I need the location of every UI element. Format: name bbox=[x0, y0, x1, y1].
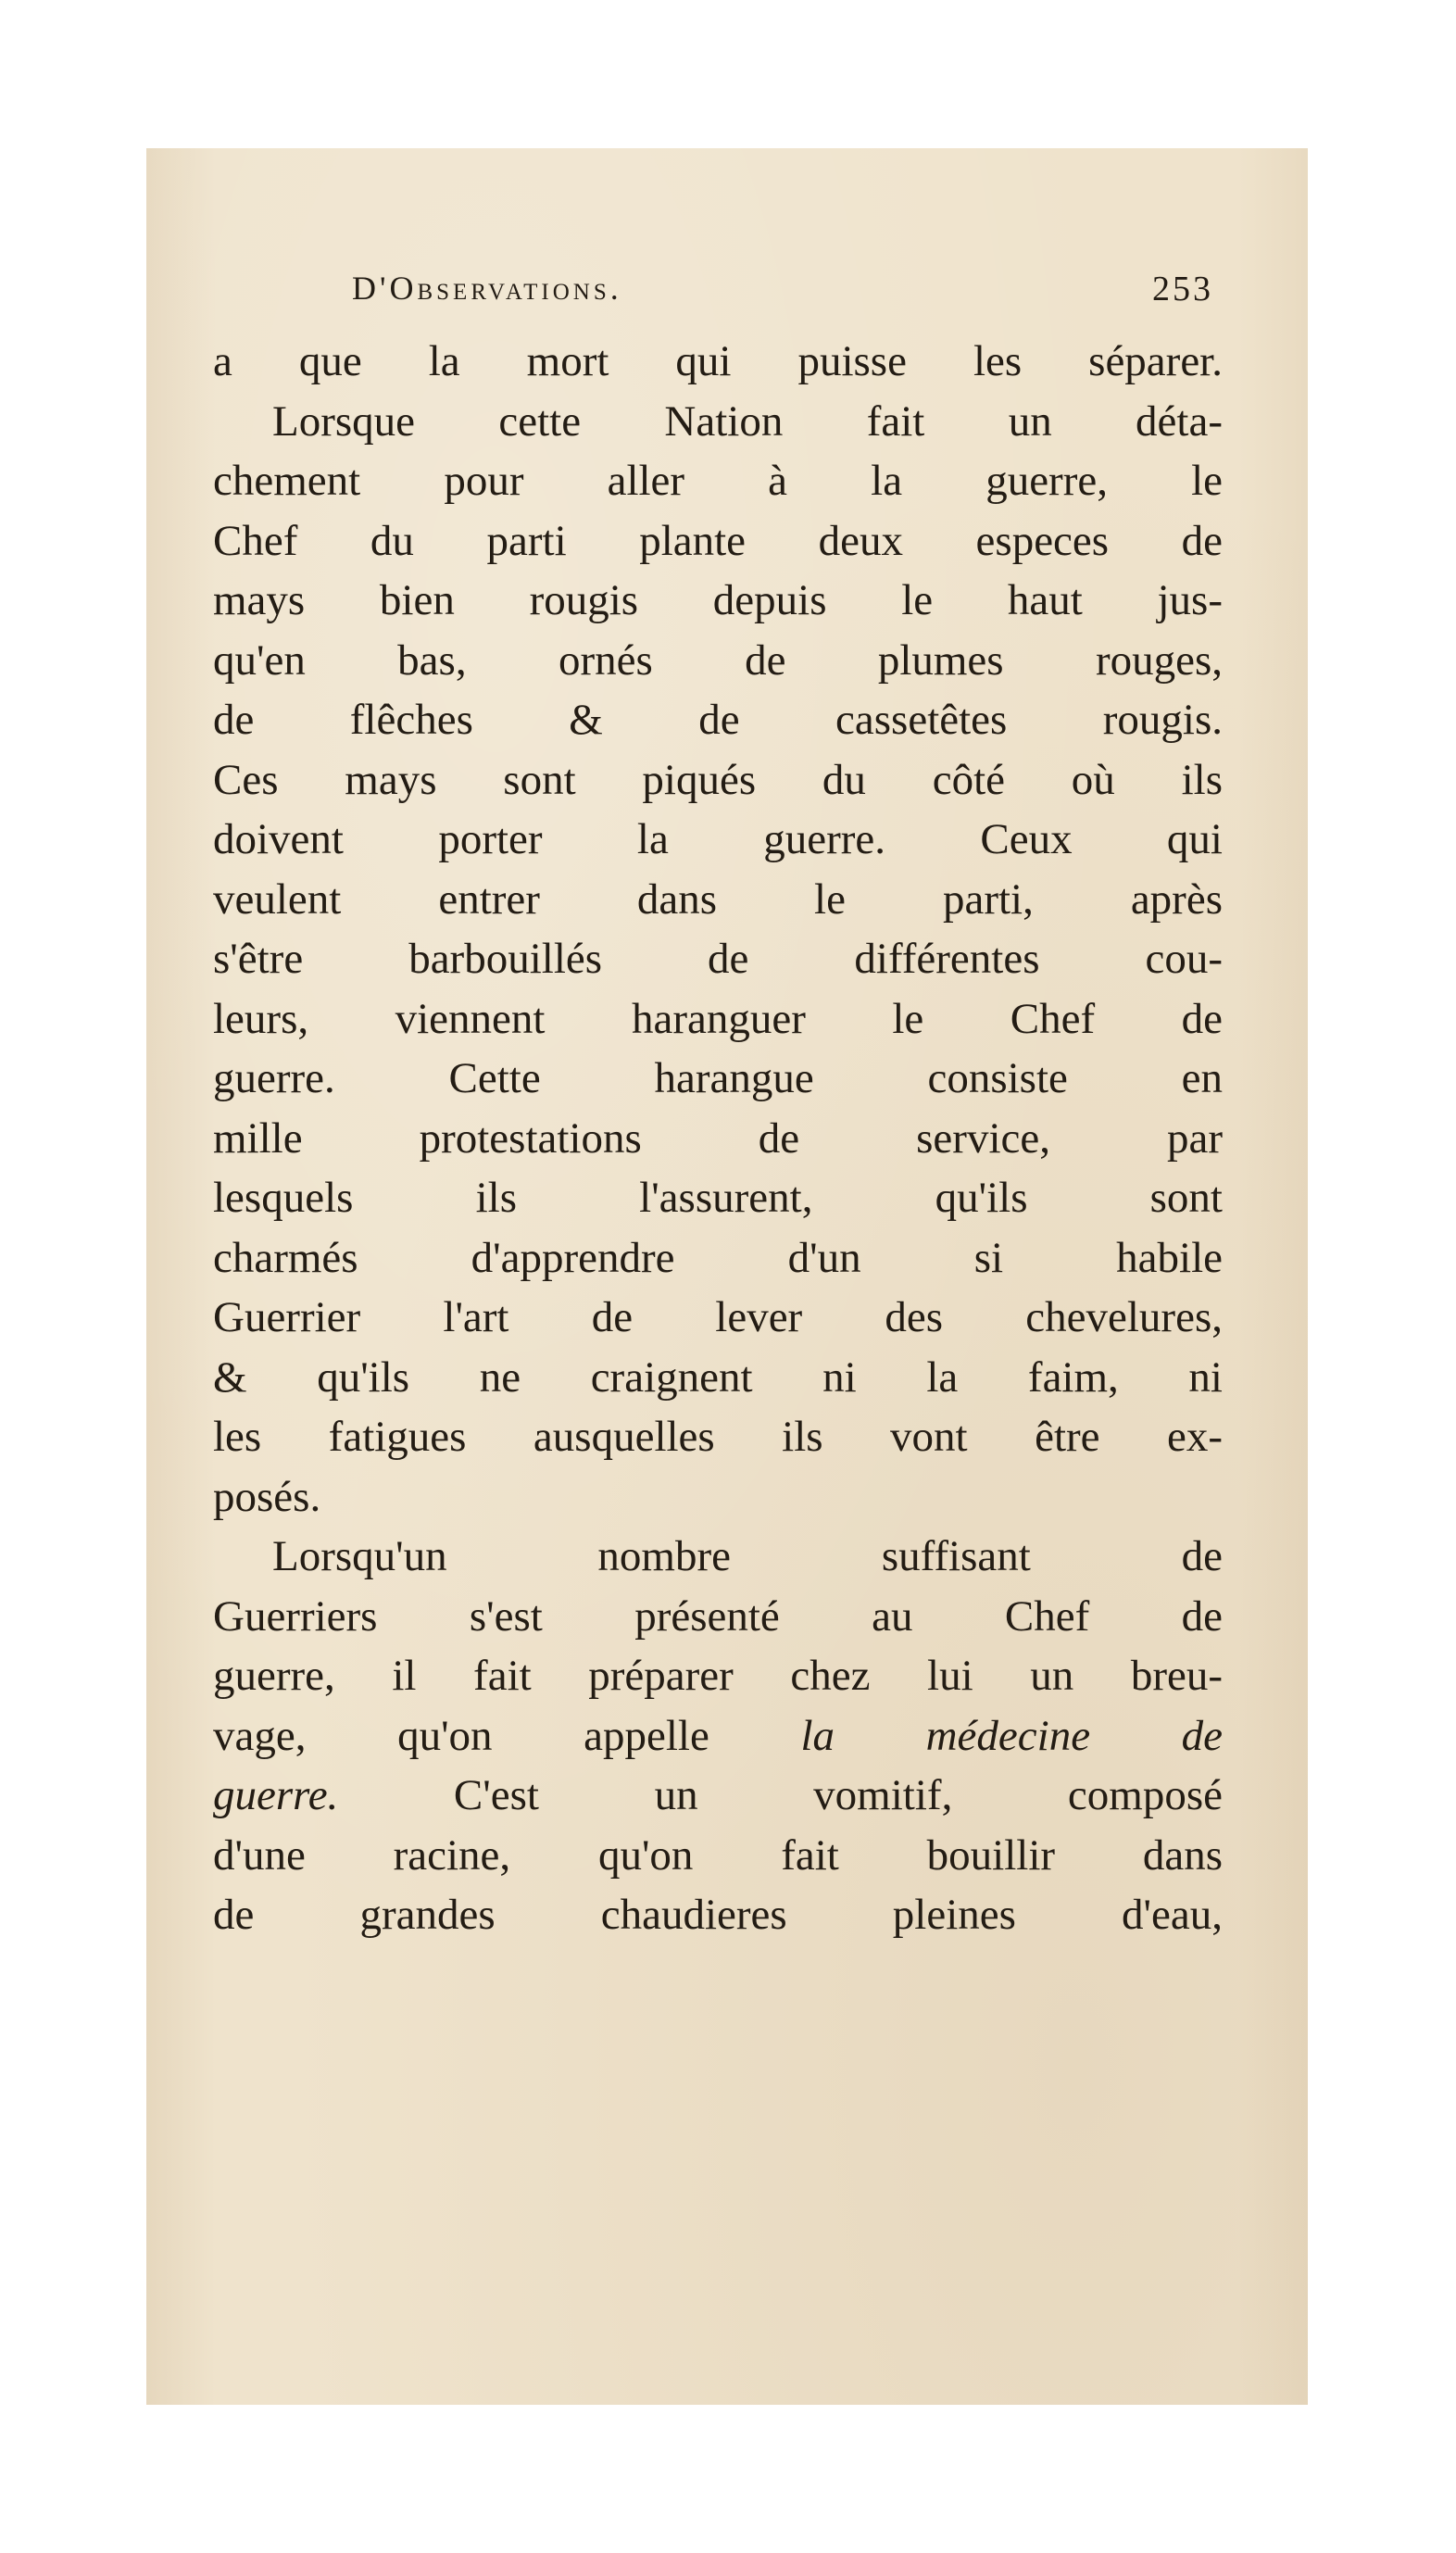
running-title: D'Observations. bbox=[352, 270, 622, 307]
line-text: Ces mays sont piqués du côté où ils bbox=[213, 755, 1223, 804]
book-page bbox=[146, 148, 1308, 2405]
text-line bbox=[213, 989, 1223, 1050]
line-text: guerre, il fait préparer chez lui un breu- bbox=[213, 1652, 1223, 1700]
line-text: leurs, viennent haranguer le Chef de bbox=[213, 994, 1223, 1043]
text-line bbox=[213, 1885, 1223, 1945]
text-line bbox=[213, 1348, 1223, 1408]
line-text: charmés d'apprendre d'un si habile bbox=[213, 1233, 1223, 1282]
line-text: de flêches & de cassetêtes rougis. bbox=[213, 696, 1223, 744]
line-text: Guerrier l'art de lever des chevelures, bbox=[213, 1293, 1223, 1341]
text-line bbox=[213, 1109, 1223, 1169]
text-line bbox=[213, 750, 1223, 811]
text-line bbox=[213, 810, 1223, 870]
text-line bbox=[213, 690, 1223, 750]
line-text: de grandes chaudieres pleines d'eau, bbox=[213, 1891, 1223, 1939]
italic-phrase: guerre. bbox=[213, 1771, 339, 1819]
line-text: qu'en bas, ornés de plumes rouges, bbox=[213, 635, 1223, 685]
line-text: Chef du parti plante deux especes de bbox=[213, 516, 1223, 565]
text-line bbox=[213, 451, 1223, 511]
line-text: mille protestations de service, par bbox=[213, 1113, 1223, 1163]
line-text: vage, qu'on appelle bbox=[213, 1711, 709, 1760]
page-text bbox=[213, 269, 1223, 1945]
line-text: Guerriers s'est présenté au Chef de bbox=[213, 1591, 1223, 1641]
text-line bbox=[213, 1826, 1223, 1886]
line-text: veulent entrer dans le parti, après bbox=[213, 874, 1223, 924]
text-line bbox=[213, 1467, 1223, 1528]
line-text: chement pour aller à la guerre, le bbox=[213, 457, 1223, 505]
text-line bbox=[213, 1706, 1223, 1767]
text-line bbox=[213, 392, 1223, 452]
text-line bbox=[213, 1049, 1223, 1109]
line-text: Lorsque cette Nation fait un déta- bbox=[272, 396, 1223, 446]
text-line bbox=[213, 1587, 1223, 1647]
line-text: lesquels ils l'assurent, qu'ils sont bbox=[213, 1174, 1223, 1222]
line-text: les fatigues ausquelles ils vont être ex- bbox=[213, 1413, 1223, 1461]
line-text: mays bien rougis depuis le haut jus- bbox=[213, 576, 1223, 624]
text-line bbox=[213, 1228, 1223, 1289]
text-line bbox=[213, 332, 1223, 392]
line-text: Lorsqu'un nombre suffisant de bbox=[272, 1532, 1223, 1580]
text-line bbox=[213, 1646, 1223, 1706]
line-text: s'être barbouillés de différentes cou- bbox=[213, 935, 1223, 983]
text-line bbox=[213, 1407, 1223, 1467]
line-text: guerre. Cette harangue consiste en bbox=[213, 1054, 1223, 1102]
text-line bbox=[213, 1288, 1223, 1348]
text-line bbox=[213, 1168, 1223, 1228]
text-line bbox=[213, 929, 1223, 989]
page-number: 253 bbox=[1152, 270, 1213, 308]
text-line bbox=[213, 1527, 1223, 1587]
italic-phrase: la médecine de bbox=[800, 1711, 1224, 1760]
text-line bbox=[213, 571, 1223, 631]
line-text: & qu'ils ne craignent ni la faim, ni bbox=[213, 1352, 1223, 1402]
text-line bbox=[213, 511, 1223, 572]
text-line bbox=[213, 1766, 1223, 1826]
text-line bbox=[213, 631, 1223, 691]
running-head bbox=[213, 269, 1223, 328]
body-lines bbox=[213, 332, 1223, 1945]
line-text: a que la mort qui puisse les séparer. bbox=[213, 337, 1223, 385]
text-line bbox=[213, 870, 1223, 930]
line-text: posés. bbox=[213, 1472, 321, 1521]
line-text: d'une racine, qu'on fait bouillir dans bbox=[213, 1830, 1223, 1880]
line-text: doivent porter la guerre. Ceux qui bbox=[213, 815, 1223, 863]
line-text-after: C'est un vomitif, composé bbox=[338, 1771, 1223, 1819]
